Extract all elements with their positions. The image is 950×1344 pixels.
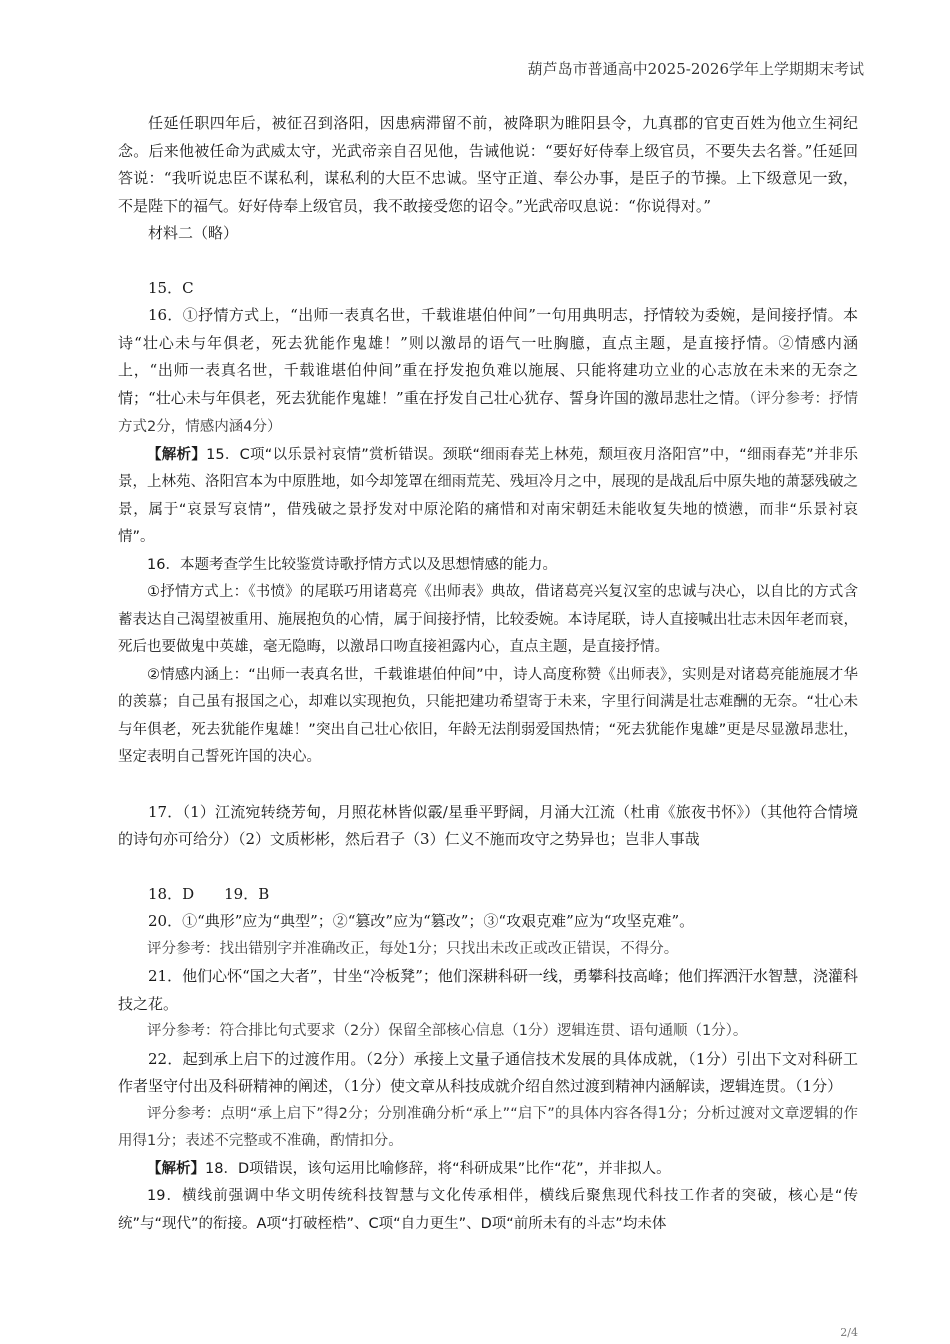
analysis-16-intro: 16．本题考查学生比较鉴赏诗歌抒情方式以及思想情感的能力。: [147, 556, 557, 573]
answer-17: 17．（1）江流宛转绕芳甸，月照花林皆似霰/星垂平野阔，月涌大江流（杜甫《旅夜书怀》）（其他符合情境的诗句亦可给分）（2）文质彬彬，然后君子（3）仁义不施而攻守之势异也；岂非人事哉: [118, 802, 858, 848]
analysis-tag-2: 【解析】: [147, 1160, 205, 1177]
answer-16-text: 16．①抒情方式上，“出师一表真名世，千载谁堪伯仲间”一句用典明志，抒情较为委婉，是间接抒情。本诗“壮心未与年俱老，死去犹能作鬼雄！”则以激昂的语气一吐胸臆，直点主题，是直接抒情。②情感内涵上，“出师一表真名世，千载谁堪伯仲间”重在抒发抱负难以施展、只能将建功立业的心志放在未来的无奈之情；“壮心未与年俱老，死去犹能作鬼雄！”重在抒发自己壮心犹存、誓身许国的激昂悲壮之情。: [118, 306, 858, 407]
analysis-16-point-2: ②情感内涵上：“出师一表真名世，千载谁堪伯仲间”中，诗人高度称赞《出师表》，实则是对诸葛亮能施展才华的羡慕；自己虽有报国之心，却难以实现抱负，只能把建功希望寄于未来，字里行间满是壮志难酬的无奈。“壮心未与年俱老，死去犹能作鬼雄！”突出自己壮心依旧，年龄无法削弱爱国热情；“死去犹能作鬼雄”更是尽显激昂悲壮，坚定表明自己誓死许国的决心。: [118, 666, 858, 765]
answer-22: 22．起到承上启下的过渡作用。（2分）承接上文量子通信技术发展的具体成就，（1分）引出下文对科研工作者坚守付出及科研精神的阐述，（1分）使文章从科技成就介绍自然过渡到精神内涵解读，逻辑连贯。（1分）: [118, 1049, 858, 1095]
material-two-note: 材料二（略）: [148, 224, 239, 242]
translation-paragraph: 任延任职四年后，被征召到洛阳，因患病滞留不前，被降职为睢阳县令，九真郡的官吏百姓为他立生祠纪念。后来他被任命为武威太守，光武帝亲自召见他，告诫他说：“要好好侍奉上级官员，不要失去名誉。”任延回答说：“我听说忠臣不谋私利，谋私利的大臣不忠诚。坚守正道、奉公办事，是臣子的节操。上下级意见一致，不是陛下的福气。好好侍奉上级官员，我不敢接受您的诏令。”光武帝叹息说：“你说得对。”: [118, 114, 858, 215]
answer-document: [118, 110, 858, 1238]
answer-22-scoring: 评分参考：点明“承上启下”得2分；分别准确分析“承上”“启下”的具体内容各得1分；分析过渡对文章逻辑的作用得1分；表述不完整或不准确，酌情扣分。: [118, 1105, 858, 1149]
analysis-19: 19．横线前强调中华文明传统科技智慧与文化传承相伴，横线后聚焦现代科技工作者的突破，核心是“传统”与“现代”的衔接。A项“打破桎梏”、C项“自力更生”、D项“前所未有的斗志”均未体: [118, 1188, 858, 1232]
page-header: 葫芦岛市普通高中2025-2026学年上学期期末考试: [527, 60, 864, 78]
answer-16-scoring: （评分参考：抒情方式2分，情感内涵4分）: [118, 390, 859, 435]
answer-15: 15．C: [148, 278, 194, 297]
analysis-tag: 【解析】: [147, 446, 207, 463]
analysis-15-text: 15．C项“以乐景衬哀情”赏析错误。颈联“细雨春芜上林苑，颓垣夜月洛阳宫”中，“细雨春芜”并非乐景，上林苑、洛阳宫本为中原胜地，如今却笼罩在细雨荒芜、残垣冷月之中，展现的是战乱后中原失地的萧瑟残破之景，属于“哀景写哀情”，借残破之景抒发对中原沦陷的痛惜和对南宋朝廷未能收复失地的愤懑，而非“乐景衬哀情”。: [118, 446, 858, 545]
analysis-18-text: 18．D项错误，该句运用比喻修辞，将“科研成果”比作“花”，并非拟人。: [205, 1160, 671, 1177]
analysis-18: [118, 1156, 858, 1184]
analysis-15: [118, 442, 858, 552]
answer-21-scoring: 评分参考：符合排比句式要求（2分）保留全部核心信息（1分）逻辑连贯、语句通顺（1分）。: [147, 1023, 748, 1039]
answer-20-scoring: 评分参考：找出错别字并准确改正，每处1分；只找出未改正或改正错误，不得分。: [147, 940, 679, 957]
answer-21: 21．他们心怀“国之大者”，甘坐“冷板凳”；他们深耕科研一线，勇攀科技高峰；他们挥洒汗水智慧，浇灌科技之花。: [118, 967, 858, 1013]
analysis-16-point-1: ①抒情方式上：《书愤》的尾联巧用诸葛亮《出师表》典故，借诸葛亮兴复汉室的忠诚与决心，以自比的方式含蓄表达自己渴望被重用、施展抱负的心情，属于间接抒情，比较委婉。本诗尾联，诗人直接喊出壮志未因年老而衰，死后也要做鬼中英雄，毫无隐晦，以激昂口吻直接袒露内心，直点主题，是直接抒情。: [118, 584, 858, 655]
answer-18-19: 18．D 19．B: [148, 884, 270, 903]
page-number: 2/4: [840, 1326, 858, 1339]
answer-20: 20．①“典形”应为“典型”；②“篡改”应为“篡改”；③“攻艰克难”应为“攻坚克难”。: [148, 912, 695, 930]
answer-16: [118, 302, 858, 442]
